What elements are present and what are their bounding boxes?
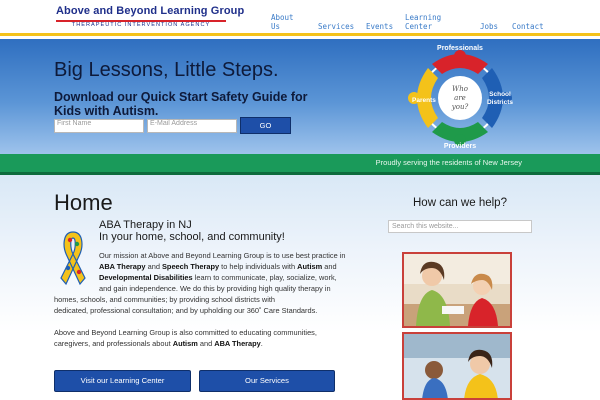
link-speech-therapy[interactable]: Speech Therapy <box>162 262 220 271</box>
mission-line-6: dedicated, professional consultation; and by upholding our 360˚ Care Standards. <box>54 306 318 315</box>
aba-subheading: In your home, school, and community! <box>99 231 285 243</box>
page-title: Home <box>54 190 113 215</box>
nav-jobs[interactable]: Jobs <box>480 22 499 31</box>
banner-text: Proudly serving the residents of New Jersey <box>375 158 522 167</box>
our-services-button[interactable]: Our Services <box>199 370 335 392</box>
mission-line-2 <box>99 261 337 273</box>
text: learn to communicate, play, socialize, work, <box>192 273 337 282</box>
nav-learning-center[interactable] <box>405 13 441 31</box>
text: . <box>260 339 263 348</box>
teacher-child-illustration <box>404 254 510 326</box>
first-name-input[interactable]: First Name <box>54 119 144 133</box>
text: caregivers, and professionals about <box>54 339 173 348</box>
who-are-you-graphic <box>400 42 520 154</box>
aba-heading: ABA Therapy in NJ <box>99 219 192 231</box>
photo-teacher-child[interactable] <box>402 252 512 328</box>
nav-events[interactable]: Events <box>366 22 394 31</box>
commitment-line-2 <box>54 338 263 350</box>
label-providers: Providers <box>443 143 477 150</box>
commitment-line-1: Above and Beyond Learning Group is also committed to educating communities, <box>54 328 317 337</box>
logo-tagline: THERAPEUTIC INTERVENTION AGENCY <box>71 22 211 28</box>
nav-contact[interactable]: Contact <box>512 22 544 31</box>
autism-ribbon-icon <box>58 228 88 288</box>
mission-line-4: and gain independence. We do this by providing high quality therapy in <box>99 284 331 293</box>
mission-line-5: homes, schools, and communities; by providing school districts with <box>54 295 275 304</box>
label-districts: Districts <box>486 99 514 106</box>
nav-about-line2: Us <box>271 22 281 31</box>
nav-learning-line2: Center <box>405 22 433 31</box>
nav-learning-line1: Learning <box>405 13 442 22</box>
nav-about-line1: About <box>271 13 294 22</box>
center-you: you? <box>451 103 469 111</box>
text: and <box>145 262 162 271</box>
email-input[interactable]: E-Mail Address <box>147 119 237 133</box>
link-autism[interactable]: Autism <box>297 262 323 271</box>
nav-services[interactable]: Services <box>318 22 355 31</box>
service-area-banner <box>0 154 600 175</box>
label-parents: Parents <box>412 97 436 104</box>
center-who: Who <box>452 85 468 93</box>
label-school: School <box>489 91 511 98</box>
mission-line-3 <box>99 272 337 284</box>
logo-title: Above and Beyond Learning Group <box>56 5 245 17</box>
therapist-children-illustration <box>404 334 510 400</box>
label-professionals: Professionals <box>437 45 483 52</box>
learning-center-button[interactable]: Visit our Learning Center <box>54 370 191 392</box>
text: and <box>322 262 337 271</box>
nav-about[interactable] <box>271 13 294 31</box>
main-nav <box>0 0 600 36</box>
text: and <box>197 339 215 348</box>
link-aba-therapy-2[interactable]: ABA Therapy <box>214 339 261 348</box>
site-header <box>0 0 600 36</box>
sidebar-title: How can we help? <box>413 197 507 209</box>
go-button[interactable]: GO <box>240 117 291 134</box>
hero-subtitle: Download our Quick Start Safety Guide for Kids with Autism. <box>54 90 308 118</box>
hero-title: Big Lessons, Little Steps. <box>54 59 279 81</box>
search-input[interactable]: Search this website... <box>388 220 532 233</box>
center-are: are <box>454 94 466 102</box>
photo-therapist-children[interactable] <box>402 332 512 400</box>
link-aba-therapy[interactable]: ABA Therapy <box>99 262 146 271</box>
school-districts-segment[interactable] <box>482 68 503 128</box>
link-developmental-disabilities[interactable]: Developmental Disabilities <box>99 273 193 282</box>
mission-line-1: Our mission at Above and Beyond Learning Group is to use best practice in <box>99 251 346 260</box>
text: to help individuals with <box>219 262 298 271</box>
link-autism-2[interactable]: Autism <box>172 339 198 348</box>
